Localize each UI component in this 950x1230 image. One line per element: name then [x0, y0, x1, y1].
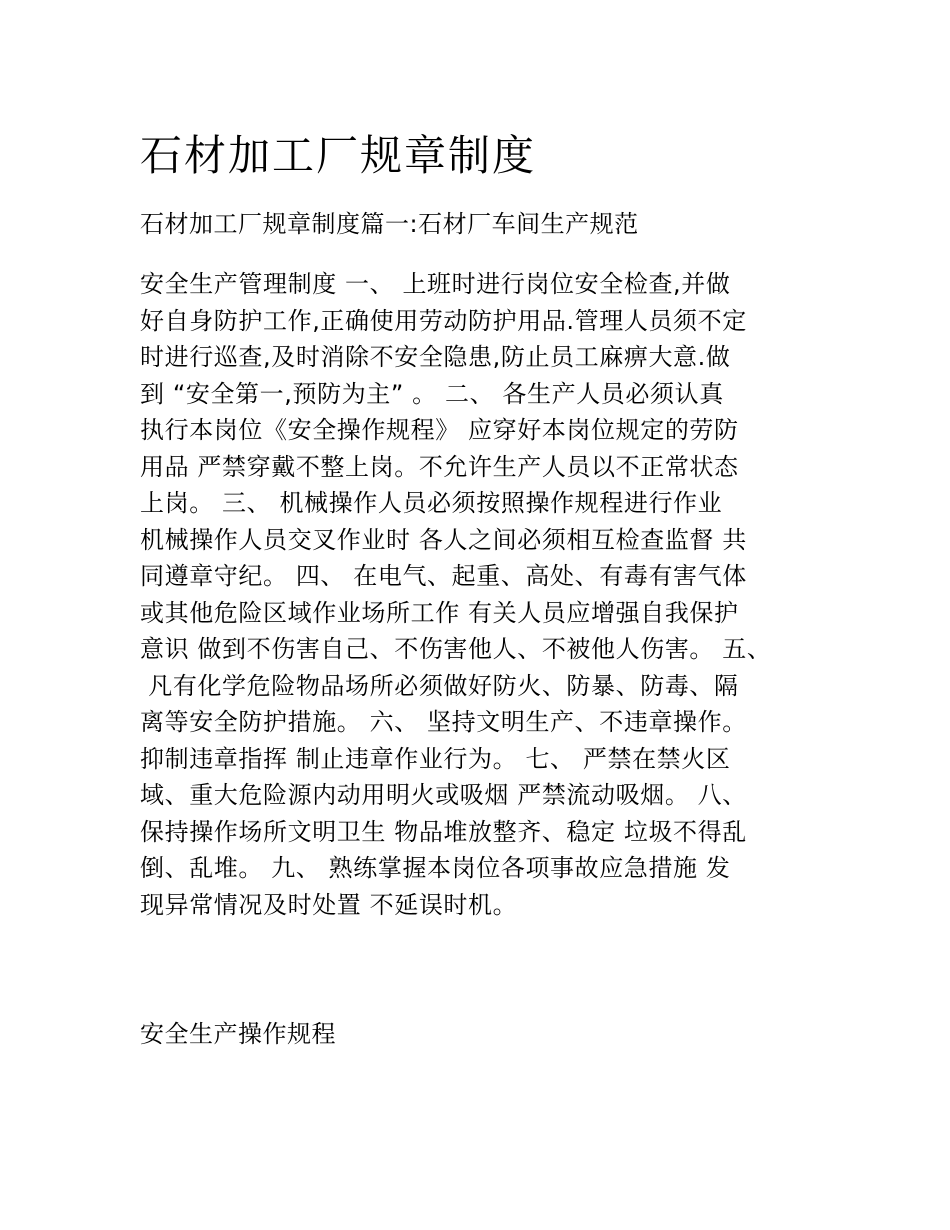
body-line: 现异常情况及时处置 不延误时机。	[140, 890, 518, 919]
body-line: 机械操作人员交叉作业时 各人之间必须相互检查监督 共	[140, 525, 747, 554]
body-line: 执行本岗位《安全操作规程》 应穿好本岗位规定的劳防	[140, 416, 739, 444]
body-line: 意识 做到不伤害自己、不伤害他人、不被他人伤害。 五、	[140, 635, 772, 663]
body-line: 上岗。 三、 机械操作人员必须按照操作规程进行作业	[140, 489, 723, 517]
body-line: 离等安全防护措施。 六、 坚持文明生产、不违章操作。	[140, 708, 747, 736]
body-line: 好自身防护工作,正确使用劳动防护用品.管理人员须不定	[140, 306, 747, 335]
body-line: 保持操作场所文明卫生 物品堆放整齐、稳定 垃圾不得乱	[140, 817, 747, 846]
body-line: 或其他危险区域作业场所工作 有关人员应增强自我保护	[140, 598, 739, 627]
body-line: 到 “安全第一,预防为主” 。 二、 各生产人员必须认真	[140, 379, 724, 408]
body-paragraph	[140, 266, 830, 923]
document-subtitle: 石材加工厂规章制度篇一:石材厂车间生产规范	[140, 210, 639, 238]
body-line: 时进行巡查,及时消除不安全隐患,防止员工麻痹大意.做	[140, 343, 731, 371]
body-line: 倒、乱堆。 九、 熟练掌握本岗位各项事故应急措施 发	[140, 854, 731, 882]
document-title: 石材加工厂规章制度	[140, 131, 537, 180]
body-line: 安全生产管理制度 一、 上班时进行岗位安全检查,并做	[140, 270, 731, 298]
body-line: 凡有化学危险物品场所必须做好防火、防暴、防毒、隔	[140, 671, 739, 700]
section-heading: 安全生产操作规程	[140, 1020, 336, 1048]
body-line: 域、重大危险源内动用明火或吸烟 严禁流动吸烟。 八、	[140, 781, 747, 809]
body-line: 同遵章守纪。 四、 在电气、起重、高处、有毒有害气体	[140, 562, 747, 590]
body-line: 用品 严禁穿戴不整上岗。不允许生产人员以不正常状态	[140, 452, 739, 481]
body-line: 抑制违章指挥 制止违章作业行为。 七、 严禁在禁火区	[140, 744, 731, 773]
